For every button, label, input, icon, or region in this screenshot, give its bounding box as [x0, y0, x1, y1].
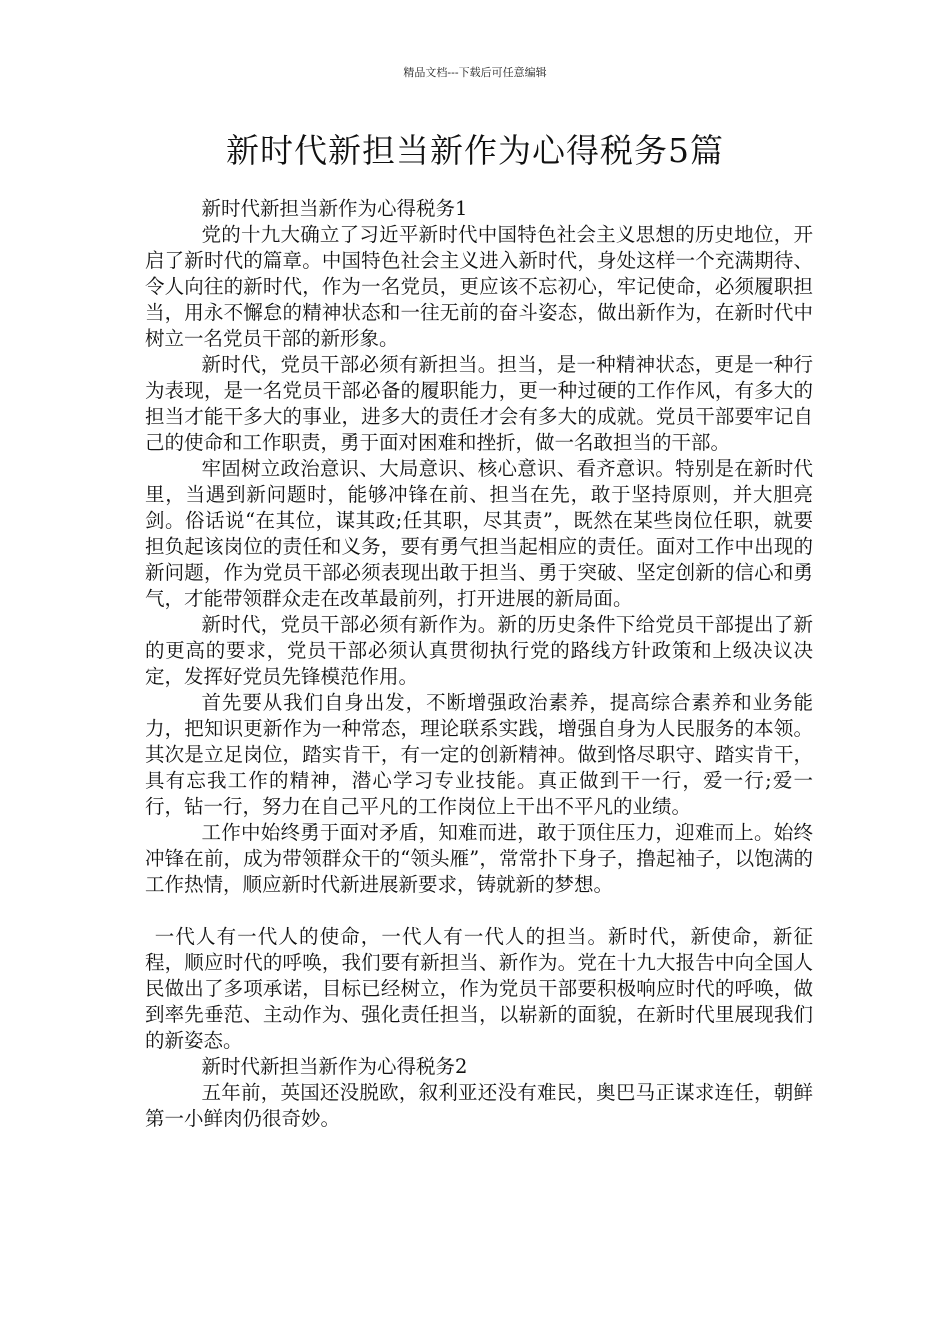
section-heading-1: 新时代新担当新作为心得税务1	[201, 197, 468, 220]
header-watermark: 精品文档---下载后可任意编辑	[403, 66, 547, 79]
body-paragraph: 牢固树立政治意识、大局意识、核心意识、看齐意识。特别是在新时代里，当遇到新问题时，能够冲锋在前、担当在先，敢于坚持原则，并大胆亮剑。俗话说“在其位，谋其政;任其职，尽其责”，既然在某些岗位任职，就要担负起该岗位的责任和义务，要有勇气担当起相应的责任。面对工作中出现的新问题，作为党员干部必须表现出敢于担当、勇于突破、坚定创新的信心和勇气，才能带领群众走在改革最前列，打开进展的新局面。	[145, 457, 813, 610]
body-paragraph: 首先要从我们自身出发，不断增强政治素养，提高综合素养和业务能力，把知识更新作为一种常态，理论联系实践，增强自身为人民服务的本领。其次是立足岗位，踏实肯干，有一定的创新精神。做到恪尽职守、踏实肯干，具有忘我工作的精神，潜心学习专业技能。真正做到干一行，爱一行;爱一行，钻一行，努力在自己平凡的工作岗位上干出不平凡的业绩。	[145, 691, 813, 818]
document-title: 新时代新担当新作为心得税务5篇	[226, 131, 724, 170]
body-paragraph: 新时代，党员干部必须有新担当。担当，是一种精神状态，更是一种行为表现，是一名党员干部必备的履职能力，更一种过硬的工作作风，有多大的担当才能干多大的事业，进多大的责任才会有多大的成就。党员干部要牢记自己的使命和工作职责，勇于面对困难和挫折，做一名敢担当的干部。	[145, 353, 813, 454]
body-paragraph: 党的十九大确立了习近平新时代中国特色社会主义思想的历史地位，开启了新时代的篇章。中国特色社会主义进入新时代，身处这样一个充满期待、令人向往的新时代，作为一名党员，更应该不忘初心，牢记使命，必须履职担当，用永不懈怠的精神状态和一往无前的奋斗姿态，做出新作为，在新时代中树立一名党员干部的新形象。	[145, 223, 813, 350]
document-body	[145, 196, 813, 1132]
section-heading-2: 新时代新担当新作为心得税务2	[201, 1055, 468, 1078]
body-paragraph: 一代人有一代人的使命，一代人有一代人的担当。新时代，新使命，新征程，顺应时代的呼唤，我们要有新担当、新作为。党在十九大报告中向全国人民做出了多项承诺，目标已经树立，作为党员干部要积极响应时代的呼唤，做到率先垂范、主动作为、强化责任担当，以崭新的面貌，在新时代里展现我们的新姿态。	[145, 925, 813, 1052]
body-paragraph: 工作中始终勇于面对矛盾，知难而进，敢于顶住压力，迎难而上。始终冲锋在前，成为带领群众干的“领头雁”，常常扑下身子，撸起袖子，以饱满的工作热情，顺应新时代新进展新要求，铸就新的梦想。	[145, 821, 813, 896]
body-paragraph: 新时代，党员干部必须有新作为。新的历史条件下给党员干部提出了新的更高的要求，党员干部必须认真贯彻执行党的路线方针政策和上级决议决定，发挥好党员先锋模范作用。	[145, 613, 813, 688]
body-paragraph: 五年前，英国还没脱欧，叙利亚还没有难民，奥巴马正谋求连任，朝鲜第一小鲜肉仍很奇妙。	[145, 1081, 813, 1130]
